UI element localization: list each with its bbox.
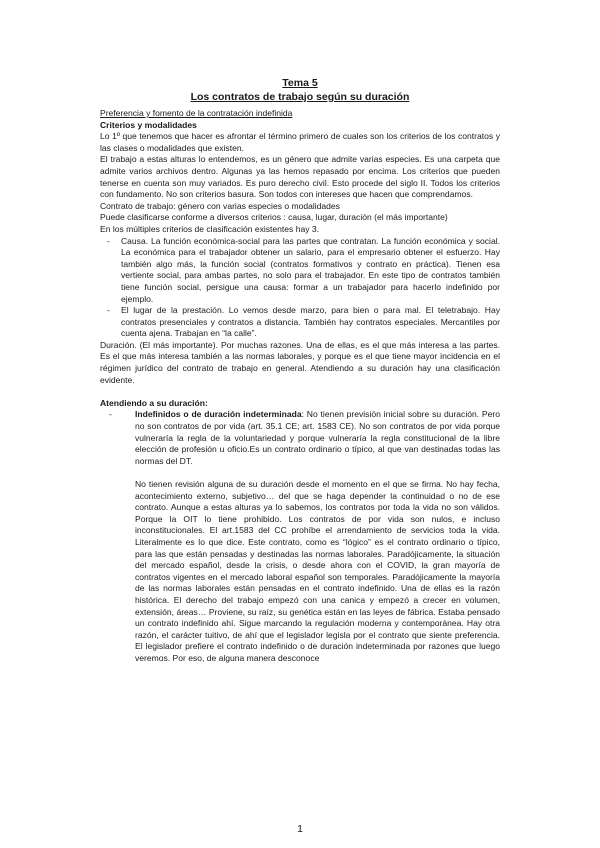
- paragraph-intro: Lo 1º que tenemos que hacer es afrontar el término primero de cuales son los criterios de los contratos y las clases o modalidades que existen.: [100, 131, 500, 153]
- bullet-place: [100, 305, 500, 340]
- paragraph-duration: Duración. (El más importante). Por muchas razones. Una de ellas, es el que más interesa a las partes. Es el que más interesa también a las normas laborales, y porque es el que tiene mayor incidencia en el régimen jurídico del contrato de trabajo en general. Atendiendo a su duración hay una clasificación evidente.: [100, 339, 500, 385]
- line-multiple-criteria: En los múltiples criterios de clasificación existentes hay 3.: [100, 223, 319, 234]
- bullet-dash: -: [109, 409, 112, 420]
- criteria-heading: Criterios y modalidades: [100, 119, 197, 130]
- spacer: [100, 467, 500, 479]
- spacer: [100, 386, 500, 398]
- duration-heading: Atendiendo a su duración:: [100, 397, 208, 408]
- section-heading: Preferencia y fomento de la contratación indefinida: [100, 108, 293, 118]
- paragraph-genre: El trabajo a estas alturas lo entendemos, es un género que admite varias especies. Es una carpeta que admite varios archivos dentro. Algunas ya las hemos repasado por encima. Los criterios que pueden tenerse en cuenta son muy variados. Es puro derecho civil. Esto procede del siglo II. Todos los criterios con fundamento. No son criterios basura. Son todos con intereses que hacen que comprendamos.: [100, 154, 500, 200]
- page-body: [100, 76, 500, 665]
- line-classification: Puede clasificarse conforme a diversos criterios : causa, lugar, duración (el más importante): [100, 212, 448, 223]
- bullet-text: El lugar de la prestación. Lo vemos desde marzo, para bien o para mal. El teletrabajo. Hay contratos presenciales y contratos a distancia. También hay contratos especiales. Mercantiles por cuenta ajena. Trabajan en “la calle”.: [121, 305, 500, 339]
- bullet-cause: [100, 236, 500, 306]
- bullet-dash: -: [107, 235, 110, 246]
- indefinite-term: Indefinidos o de duración indeterminada: [135, 409, 302, 420]
- page-number: 1: [297, 823, 303, 835]
- document-title: Tema 5: [282, 77, 318, 89]
- document-subtitle: Los contratos de trabajo según su duración: [190, 91, 410, 103]
- bullet-text: Causa. La función económica-social para las partes que contratan. La función económica y social. La económica para el trabajador obtener un salario, para el empresario obtener el esfuerzo. Hay también algo más, la función social (contratos formativos y contrato en práctica). Tienen esa vertiente social, para ambas partes, no solo para el trabajador. En este tipo de contratos también tiene función social, persigue una causa: formar a un trabajador para hacerlo indefinido por ejemplo.: [121, 235, 500, 304]
- bullet-indefinite: [100, 409, 500, 467]
- line-contract-definition: Contrato de trabajo: género con varias especies o modalidades: [100, 200, 340, 211]
- paragraph-no-revision: No tienen revisión alguna de su duración desde el momento en el que se firma. No hay fecha, acontecimiento externo, subjetivo… del que se haga depender la continuidad o no de ese contrato. Aunque a estas alturas ya lo sabemos, los contratos por toda la vida no son válidos. Porque la OIT lo tiene prohibido. Los contratos de por vida son nulos, e incluso inconstitucionales. El art.1583 del CC prohíbe el arrendamiento de servicios toda la vida. Literalmente es lo que dice. Este contrato, como es “lógico” es el contrato ordinario o típico, para las que están pensadas y destinadas las normas laborales. Paradójicamente, la situación del mercado español, desde la crisis, o desde ahora con el COVID, la gran mayoría de contratos vigentes en el mercado laboral español son temporales. Paradójicamente la mayoría de las normas laborales están pensadas en el contrato indefinido. Una de ellas es la razón histórica. El derecho del trabajo empezó con una canica y empezó a crecer en volumen, extensión, áreas… Proviene, su raíz, su genética están en las leyes de fábrica. Estaba pensado un contrato indefinido ahí. Sigue marcando la regulación moderna y contemporánea. Hay otra razón, el carácter tuitivo, de ahí que el legislador legisla por el contrato que siente preferencia. El legislador prefiere el contrato indefinido o de duración indeterminada por razones que luego veremos. Por eso, de alguna manera desconoce: [135, 479, 500, 663]
- indefinite-description: : No tienen previsión inicial sobre su duración. Pero no son contratos de por vida (art. 35.1 CE; art. 1583 CE). No son contratos de por vida porque vulneraría la regla de la voluntariedad y porque vulneraría la regla constitucional de la libre elección de profesión u oficio.Es un contrato ordinario o típico, al que van destinadas todas las normas del DT.: [135, 409, 500, 466]
- bullet-dash: -: [107, 305, 110, 316]
